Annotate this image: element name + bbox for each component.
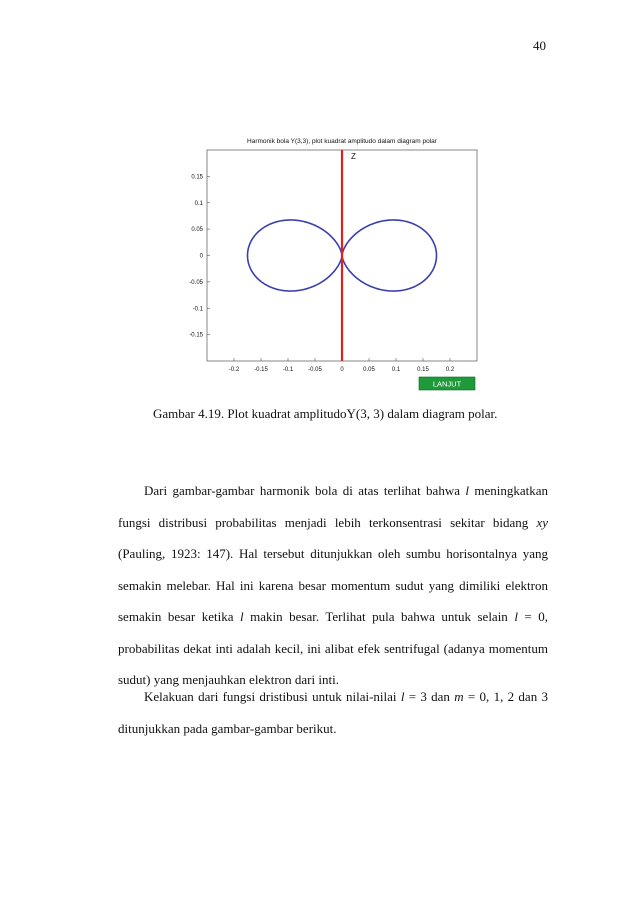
y-tick-label: -0.1 <box>192 306 203 313</box>
y-tick-label: -0.15 <box>189 332 203 339</box>
x-tick-label: 0.2 <box>445 367 455 373</box>
y-tick-label: 0.15 <box>191 174 203 181</box>
lanjut-button[interactable] <box>419 377 475 390</box>
page-number: 40 <box>533 38 546 53</box>
text-run: = 0, probabilitas dekat inti adalah kecil, ini alibat efek sentrifugal (adanya momentum sudut) yang menjauhkan elektron dari inti. <box>118 609 549 687</box>
text-run: (Pauling, 1923: 147). Hal tersebut ditunjukkan oleh sumbu horisontalnya yang semakin melebar. Hal ini karena besar momentum sudut yang dimiliki elektron semakin besar ketika <box>118 546 548 624</box>
symbol-xy: xy <box>536 514 548 530</box>
lanjut-button-label: LANJUT <box>432 379 462 389</box>
text-run: = 3 dan <box>404 689 455 704</box>
x-tick-label: -0.2 <box>228 367 240 373</box>
x-tick-label: -0.05 <box>308 367 322 373</box>
chart-title: Harmonik bola Y(3,3), plot kuadrat amplitudo dalam diagram polar <box>247 138 437 145</box>
x-tick-label: 0.15 <box>417 367 429 373</box>
text-run: makin besar. Terlihat pula bahwa untuk selain <box>243 609 515 624</box>
symbol-l: l <box>514 609 518 624</box>
y-tick-label: 0.05 <box>191 227 203 234</box>
x-tick-label: -0.15 <box>254 367 268 373</box>
y-tick-label: 0 <box>199 253 203 260</box>
text-run: = 0, 1, 2 dan 3 ditunjukkan pada gambar-gambar berikut. <box>118 689 548 736</box>
x-tick-label: 0.1 <box>391 367 401 373</box>
x-tick-label: -0.1 <box>282 367 294 373</box>
y-tick-label: -0.05 <box>189 279 203 286</box>
paragraph-2 <box>118 681 548 744</box>
symbol-l: l <box>465 483 469 498</box>
z-axis-label: Z <box>351 152 356 161</box>
text-run: Kelakuan dari fungsi dristibusi untuk nilai-nilai <box>144 689 401 704</box>
text-run: Dari gambar-gambar harmonik bola di atas terlihat bahwa <box>144 483 466 498</box>
paragraph-1 <box>118 475 548 696</box>
polar-plot <box>165 132 483 394</box>
x-tick-label: 0.05 <box>363 367 375 373</box>
figure <box>165 132 483 394</box>
symbol-l: l <box>400 689 405 704</box>
symbol-m: m <box>454 689 464 704</box>
figure-caption: Gambar 4.19. Plot kuadrat amplitudoY(3, 3) dalam diagram polar. <box>153 406 498 421</box>
y-tick-label: 0.1 <box>194 200 203 207</box>
text-run: meningkatkan fungsi distribusi probabilitas menjadi lebih terkonsentrasi sekitar bidang <box>118 483 548 530</box>
x-tick-label: 0 <box>340 367 344 373</box>
symbol-l: l <box>240 609 244 624</box>
